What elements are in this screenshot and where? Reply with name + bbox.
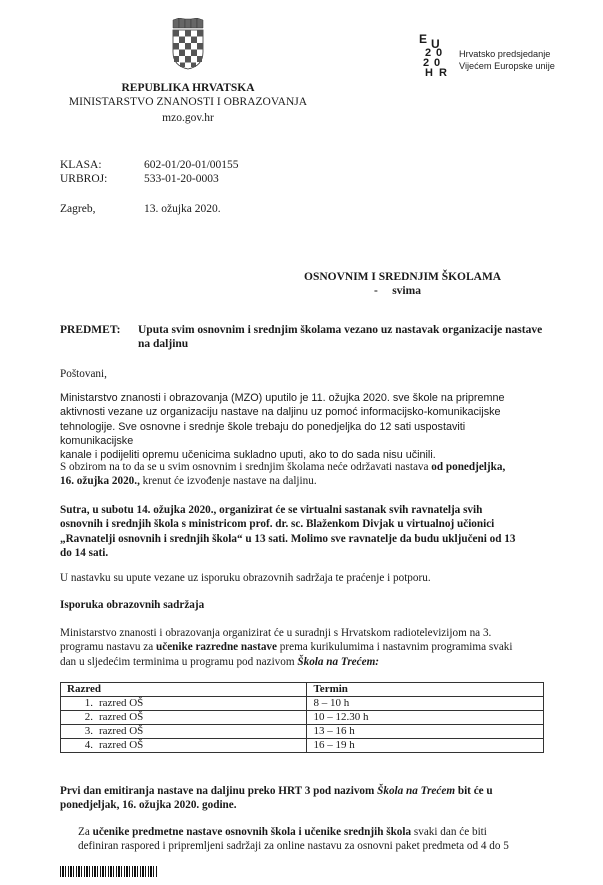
croatian-coat-of-arms-icon <box>171 18 205 70</box>
recipient-line-1: OSNOVNIM I SREDNJIM ŠKOLAMA <box>304 271 502 283</box>
paragraph-5-text-a: programu nastavu za <box>60 641 156 654</box>
country-name: REPUBLIKA HRVATSKA <box>121 82 255 94</box>
section-heading: Isporuka obrazovnih sadržaja <box>60 599 205 611</box>
paragraph-7-text-b: svaki dan će biti <box>411 826 487 838</box>
subject-text-1: Uputa svim osnovnim i srednjim školama vezano uz nastavak organizacije nastave <box>138 324 543 336</box>
grade-label: razred OŠ <box>99 711 144 723</box>
grade-number: 4. <box>84 739 93 751</box>
grade-label: razred OŠ <box>99 697 144 709</box>
paragraph-3-line-4: do 14 sati. <box>60 546 109 559</box>
eu-presidency-line-1: Hrvatsko predsjedanje <box>459 49 551 59</box>
table-row <box>61 711 544 725</box>
paragraph-6-line-2: ponedjeljak, 16. ožujka 2020. godine. <box>60 799 237 812</box>
paragraph-1-line-2: aktivnosti vezane uz organizaciju nastave na daljinu uz pomoć informacijsko-komunikacijske <box>60 406 501 419</box>
paragraph-7 <box>78 825 544 854</box>
eu-presidency-logo-icon <box>417 32 455 78</box>
paragraph-5-program-name: Škola na Trećem: <box>297 655 379 668</box>
paragraph-1 <box>60 391 540 462</box>
paragraph-6 <box>60 784 544 813</box>
paragraph-2 <box>60 460 544 489</box>
paragraph-7-text-a: Za <box>78 826 93 838</box>
greeting: Poštovani, <box>60 368 107 380</box>
paragraph-4: U nastavku su upute vezane uz isporuku obrazovnih sadržaja te praćenje i potporu. <box>60 572 431 584</box>
grade-cell <box>61 711 307 725</box>
eu-presidency-text <box>459 48 555 72</box>
klasa-label: KLASA: <box>60 159 102 171</box>
schedule-table <box>60 682 544 753</box>
recipient-line-2: - svima <box>374 285 421 297</box>
paragraph-5-line-1: Ministarstvo znanosti i obrazovanja organizirat će u suradnji s Hrvatskom radiotelevizijom na 3. <box>60 627 492 639</box>
paragraph-7-bold: učenike predmetne nastave osnovnih škola i učenike srednjih škola <box>92 826 412 838</box>
paragraph-1-line-4: kanale i podijeliti opremu učenicima sukladno uputi, ako to do sada nisu učinili. <box>60 449 436 462</box>
paragraph-7-line-2: definiran raspored i pripremljeni sadržaji za online nastavu za osnovni paket predmeta od 4 do 5 <box>78 840 509 853</box>
time-cell: 13 – 16 h <box>307 725 544 739</box>
eu-presidency-line-2: Vijećem Europske unije <box>459 61 555 71</box>
svg-text:H: H <box>425 67 433 78</box>
date: 13. ožujka 2020. <box>144 203 221 215</box>
barcode <box>60 866 158 877</box>
table-row <box>61 697 544 711</box>
paragraph-5 <box>60 626 544 669</box>
svg-text:U: U <box>431 37 440 51</box>
paragraph-3-line-3: „Ravnatelji osnovnih i srednjih škola“ u 13 sati. Molimo sve ravnatelje da budu uključeni od 13 <box>60 532 516 545</box>
time-cell: 8 – 10 h <box>307 697 544 711</box>
ministry-name: MINISTARSTVO ZNANOSTI I OBRAZOVANJA <box>68 96 308 108</box>
svg-text:0: 0 <box>434 57 441 69</box>
place: Zagreb, <box>60 203 96 215</box>
paragraph-5-text-b: prema kurikulumima i nastavnim programima svaki <box>276 641 513 654</box>
ministry-website: mzo.gov.hr <box>162 112 214 124</box>
paragraph-2-bold-date-a: od ponedjeljka, <box>431 461 506 473</box>
svg-text:0: 0 <box>436 47 443 59</box>
urbroj-label: URBROJ: <box>60 173 108 185</box>
grade-label: razred OŠ <box>99 739 144 751</box>
paragraph-2-bold-date-b: 16. ožujka 2020., <box>60 475 140 488</box>
grade-number: 1. <box>84 697 93 709</box>
paragraph-2-text-b: krenut će izvođenje nastave na daljinu. <box>139 475 317 488</box>
column-header-razred: Razred <box>61 683 307 697</box>
time-cell: 10 – 12.30 h <box>307 711 544 725</box>
paragraph-3-line-2: osnovnih i srednjih škola s ministricom prof. dr. sc. Blaženkom Divjak u virtualnoj učionici <box>60 518 495 531</box>
grade-label: razred OŠ <box>99 725 144 737</box>
urbroj-value: 533-01-20-0003 <box>144 173 219 185</box>
table-row <box>61 725 544 739</box>
table-row <box>61 739 544 753</box>
svg-text:2: 2 <box>425 47 432 59</box>
grade-number: 3. <box>84 725 93 737</box>
grade-cell <box>61 739 307 753</box>
subject-text-2: na daljinu <box>138 338 189 350</box>
paragraph-2-text-a: S obzirom na to da se u svim osnovnim i srednjim školama neće održavati nastava <box>60 461 432 473</box>
paragraph-6-text-b: bit će u <box>455 785 493 797</box>
paragraph-1-line-3: tehnologije. Sve osnovne i srednje škole trebaju do ponedjeljka do 12 sati uspostaviti komunikacijske <box>60 420 466 447</box>
schedule-header-row <box>61 683 544 697</box>
subject-label: PREDMET: <box>60 324 121 336</box>
paragraph-1-line-1: Ministarstvo znanosti i obrazovanja (MZO) uputilo je 11. ožujka 2020. sve škole na pripremne <box>60 392 505 404</box>
paragraph-6-text-a: Prvi dan emitiranja nastave na daljinu preko HRT 3 pod nazivom <box>60 785 378 797</box>
svg-text:E: E <box>419 32 428 46</box>
grade-cell <box>61 725 307 739</box>
paragraph-5-text-c: dan u sljedećim terminima u programu pod nazivom <box>60 655 298 668</box>
klasa-value: 602-01/20-01/00155 <box>144 159 239 171</box>
column-header-termin: Termin <box>307 683 544 697</box>
time-cell: 16 – 19 h <box>307 739 544 753</box>
paragraph-3-line-1: Sutra, u subotu 14. ožujka 2020., organizirat će se virtualni sastanak svih ravnatelja svih <box>60 504 483 516</box>
paragraph-6-program-name: Škola na Trećem <box>377 785 456 797</box>
paragraph-3 <box>60 503 544 560</box>
paragraph-5-bold: učenike razredne nastave <box>156 641 277 654</box>
svg-text:2: 2 <box>423 57 430 69</box>
grade-number: 2. <box>84 711 93 723</box>
svg-text:R: R <box>439 67 447 78</box>
grade-cell <box>61 697 307 711</box>
